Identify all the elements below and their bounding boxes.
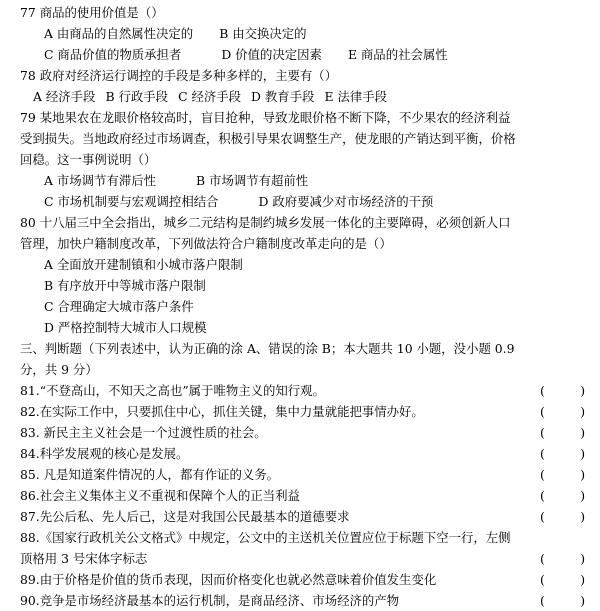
option-80-c: C 合理确定大城市落户条件 bbox=[44, 299, 194, 314]
judgment-85: 85. 凡是知道案件情况的人，都有作证的义务。 bbox=[20, 467, 280, 482]
option-77-d: D 价值的决定因素 bbox=[221, 47, 322, 62]
question-79-stem-line-2: 受到损失。当地政府经过市场调查，积极引导果农调整生产，使龙眼的产销达到平衡，价格 bbox=[20, 131, 516, 146]
option-79-b: B 市场调节有超前性 bbox=[196, 173, 309, 188]
question-78-stem: 78 政府对经济运行调控的手段是多种多样的，主要有（） bbox=[20, 68, 338, 83]
judgment-81: 81.“不登高山，不知天之高也”属于唯物主义的知行观。 bbox=[20, 383, 325, 398]
judgment-90: 90.竞争是市场经济最基本的运行机制，是商品经济、市场经济的产物 bbox=[20, 593, 400, 608]
section-3-heading-line-1: 三、判断题（下列表述中，认为正确的涂 A、错误的涂 B；本大题共 10 小题，没小题 0.9 bbox=[20, 341, 515, 356]
question-77-options-row-2 bbox=[44, 44, 448, 65]
answer-blank-83: ( ) bbox=[540, 425, 586, 440]
judgment-86: 86.社会主义集体主义不重视和保障个人的正当利益 bbox=[20, 488, 300, 503]
option-80-b: B 有序放开中等城市落户限制 bbox=[44, 278, 206, 293]
answer-blank-82: ( ) bbox=[540, 404, 586, 419]
option-77-a: A 由商品的自然属性决定的 bbox=[44, 26, 194, 41]
option-79-c: C 市场机制要与宏观调控相结合 bbox=[44, 194, 219, 209]
question-78-options bbox=[33, 86, 387, 107]
judgment-87: 87.先公后私、先人后己，这是对我国公民最基本的道德要求 bbox=[20, 509, 350, 524]
question-77-options-row-1 bbox=[44, 23, 307, 44]
option-79-a: A 市场调节有滞后性 bbox=[44, 173, 157, 188]
option-80-a: A 全面放开建制镇和小城市落户限制 bbox=[44, 257, 243, 272]
answer-blank-81: ( ) bbox=[540, 383, 586, 398]
question-79-options-row-1 bbox=[44, 170, 308, 191]
option-77-c: C 商品价值的物质承担者 bbox=[44, 47, 182, 62]
question-79-stem-line-1: 79 某地果农在龙眼价格较高时，盲目抢种，导致龙眼价格不断下降，不少果农的经济利益 bbox=[20, 110, 511, 125]
judgment-89: 89.由于价格是价值的货币表现，因而价格变化也就必然意味着价值发生变化 bbox=[20, 572, 437, 587]
option-78-b: B 行政手段 bbox=[105, 89, 169, 104]
option-78-d: D 教育手段 bbox=[251, 89, 315, 104]
judgment-82: 82.在实际工作中，只要抓住中心，抓住关键，集中力量就能把事情办好。 bbox=[20, 404, 424, 419]
question-79-options-row-2 bbox=[44, 191, 433, 212]
judgment-88-line-1: 88.《国家行政机关公文格式》中规定，公文中的主送机关位置应位于标题下空一行，左侧 bbox=[20, 530, 511, 545]
judgment-88-line-2: 顶格用 3 号宋体字标志 bbox=[20, 551, 148, 566]
question-80-stem-line-1: 80 十八届三中全会指出，城乡二元结构是制约城乡发展一体化的主要障碍，必须创新人口 bbox=[20, 215, 511, 230]
answer-blank-85: ( ) bbox=[540, 467, 586, 482]
option-79-d: D 政府要减少对市场经济的干预 bbox=[258, 194, 434, 209]
question-80-stem-line-2: 管理，加快户籍制度改革，下列做法符合户籍制度改革走向的是（） bbox=[20, 236, 392, 251]
option-77-e: E 商品的社会属性 bbox=[347, 47, 448, 62]
answer-blank-88: ( ) bbox=[540, 551, 586, 566]
question-79-stem-line-3: 回稳。这一事例说明（） bbox=[20, 152, 157, 167]
option-77-b: B 由交换决定的 bbox=[219, 26, 307, 41]
answer-blank-86: ( ) bbox=[540, 488, 586, 503]
option-78-e: E 法律手段 bbox=[324, 89, 388, 104]
question-77-stem: 77 商品的使用价值是（） bbox=[20, 5, 164, 20]
answer-blank-89: ( ) bbox=[540, 572, 586, 587]
answer-blank-84: ( ) bbox=[540, 446, 586, 461]
option-80-d: D 严格控制特大城市人口规模 bbox=[44, 320, 207, 335]
section-3-heading-line-2: 分，共 9 分） bbox=[20, 362, 98, 377]
judgment-83: 83. 新民主主义社会是一个过渡性质的社会。 bbox=[20, 425, 267, 440]
judgment-84: 84.科学发展观的核心是发展。 bbox=[20, 446, 189, 461]
answer-blank-90: ( ) bbox=[540, 593, 586, 608]
option-78-a: A 经济手段 bbox=[33, 89, 96, 104]
answer-blank-87: ( ) bbox=[540, 509, 586, 524]
option-78-c: C 经济手段 bbox=[178, 89, 242, 104]
